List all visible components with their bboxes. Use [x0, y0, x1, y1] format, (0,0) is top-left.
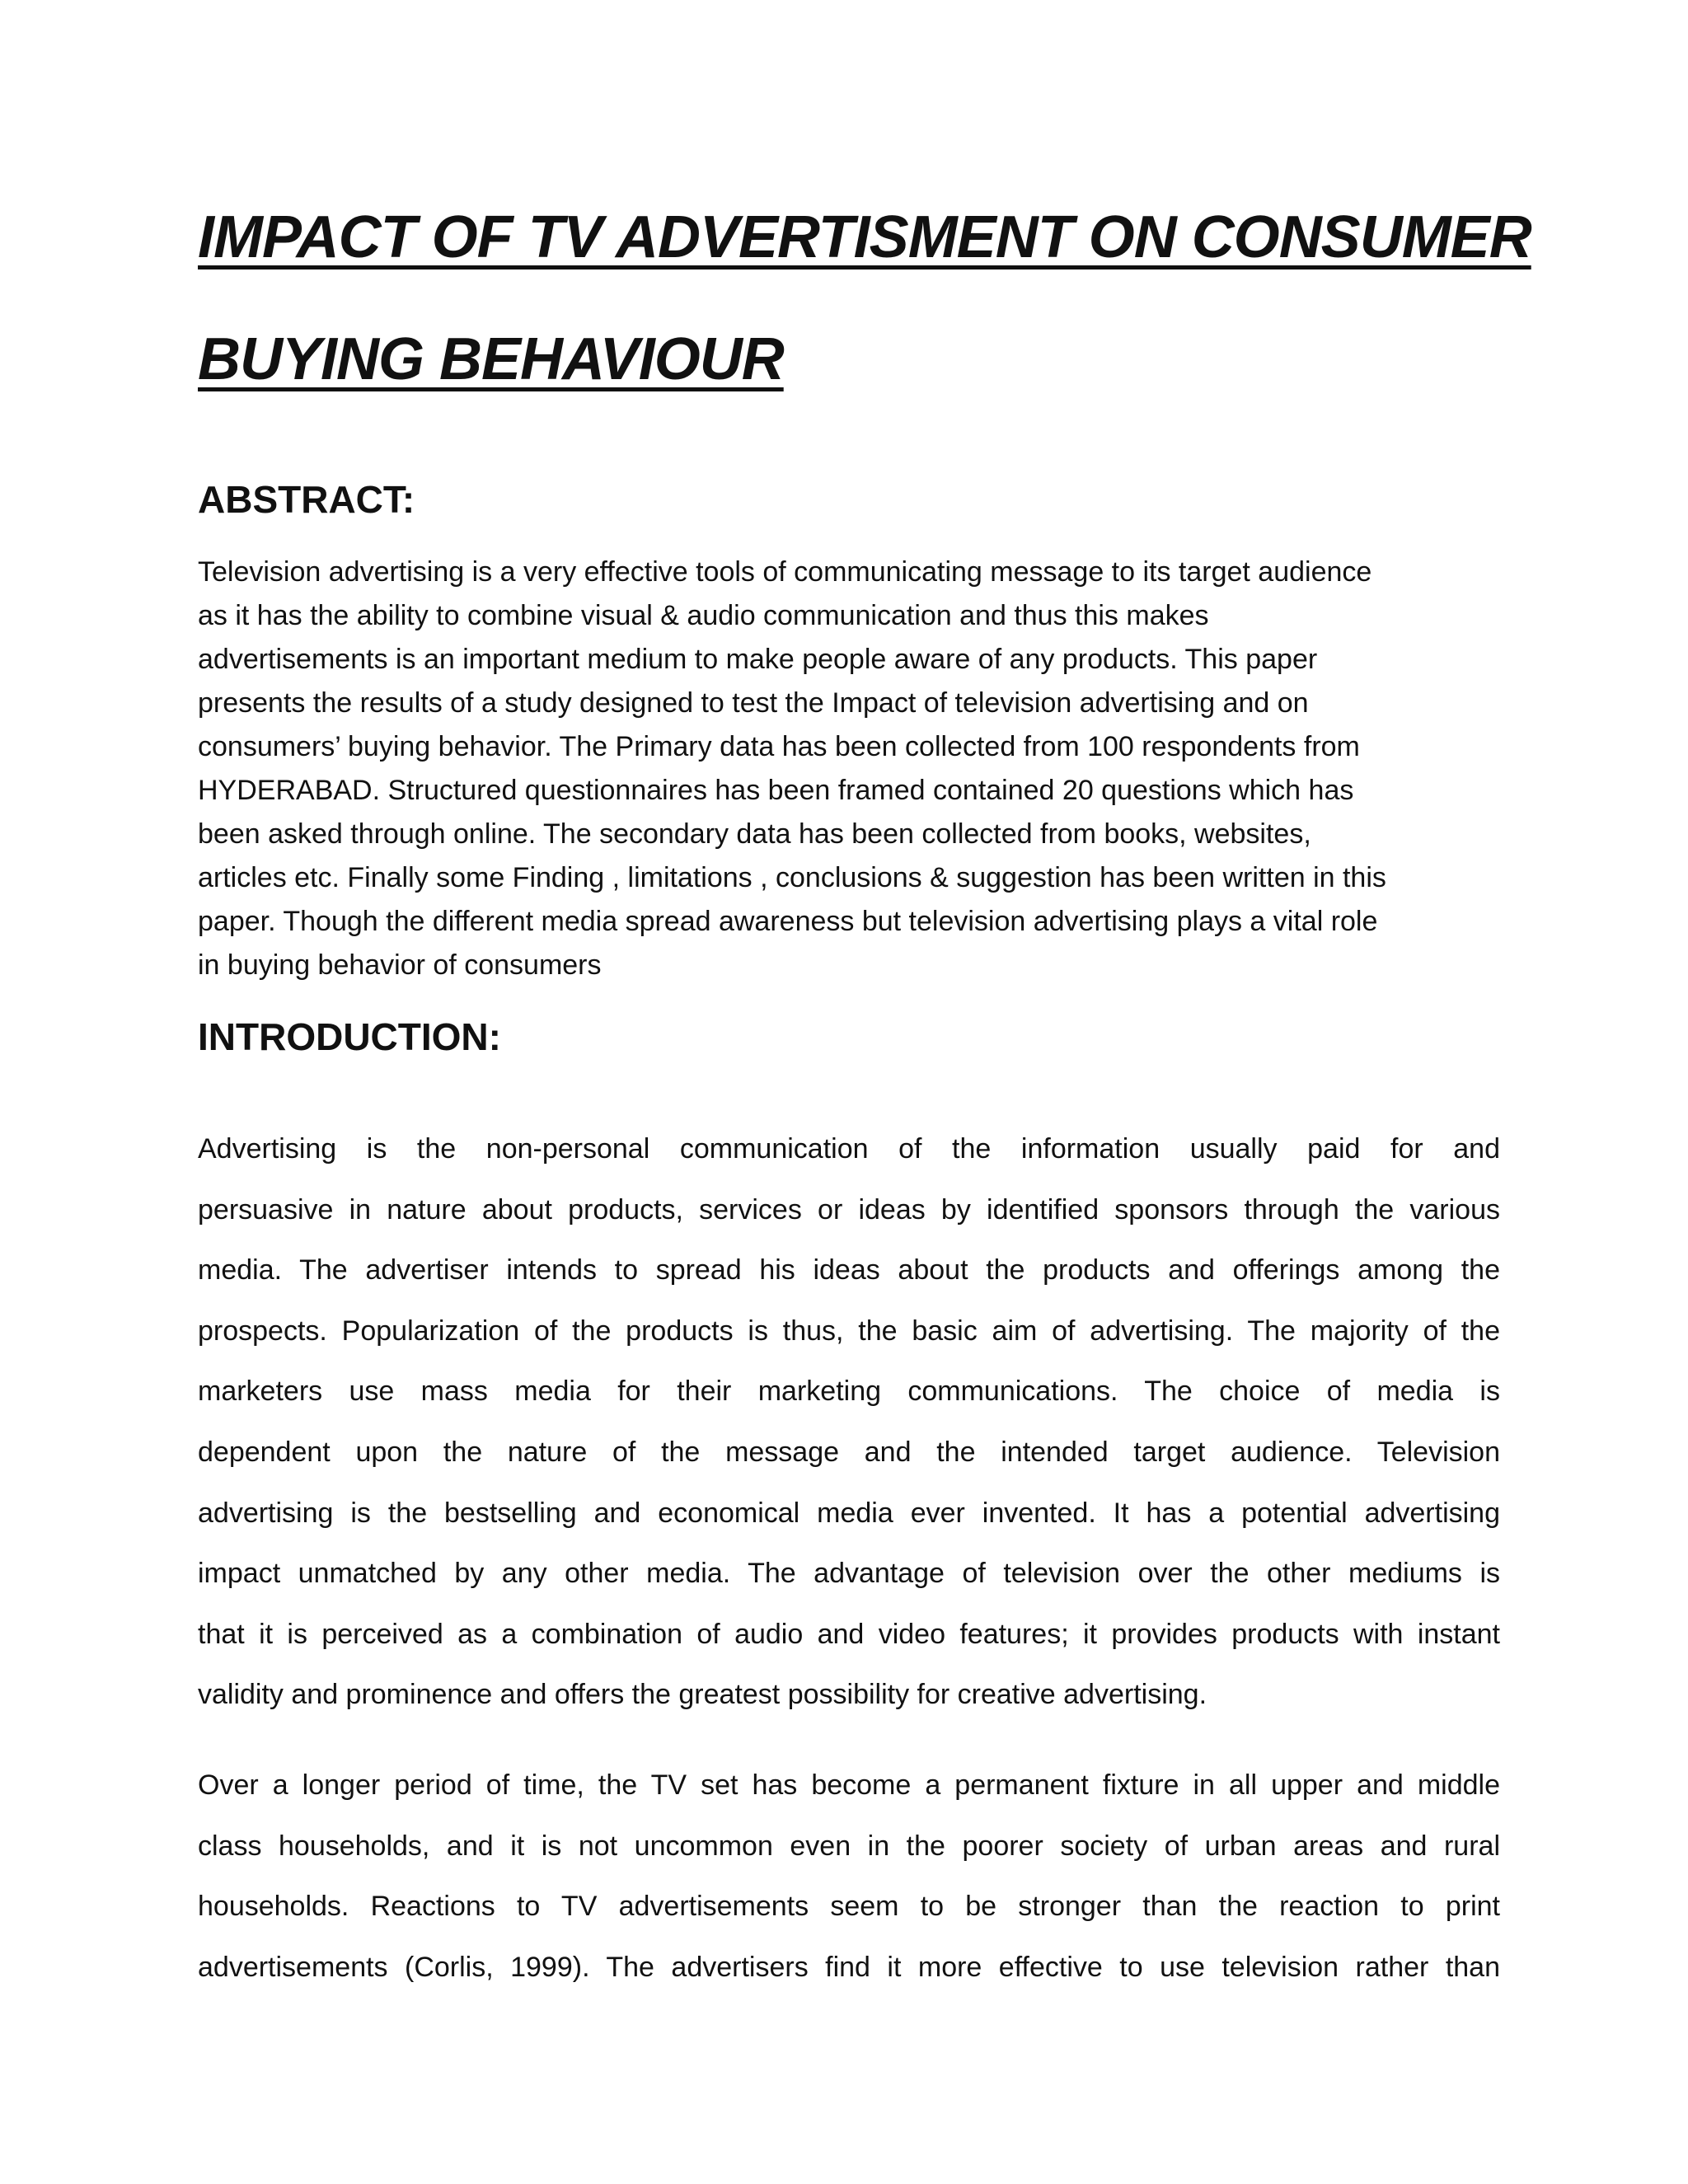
abstract-heading: ABSTRACT: [198, 478, 415, 521]
intro-line: validity and prominence and offers the greatest possibility for creative advertising. [198, 1679, 1207, 1711]
intro-line: Advertising is the non-personal communication of the information usually paid for and [198, 1133, 1500, 1165]
intro-line: advertising is the bestselling and economical media ever invented. It has a potential advertising [198, 1497, 1500, 1529]
intro-line: impact unmatched by any other media. The advantage of television over the other mediums is [198, 1558, 1500, 1590]
abstract-line: advertisements is an important medium to make people aware of any products. This paper [198, 644, 1318, 675]
abstract-line: been asked through online. The secondary data has been collected from books, websites, [198, 818, 1311, 850]
abstract-line: presents the results of a study designed to test the Impact of television advertising and on [198, 687, 1309, 719]
intro-line: households. Reactions to TV advertisements seem to be stronger than the reaction to print [198, 1891, 1500, 1923]
abstract-line: in buying behavior of consumers [198, 949, 602, 981]
intro-line: marketers use mass media for their marketing communications. The choice of media is [198, 1376, 1500, 1408]
introduction-heading: INTRODUCTION: [198, 1015, 501, 1058]
intro-line: persuasive in nature about products, services or ideas by identified sponsors through the various [198, 1193, 1500, 1226]
intro-line: prospects. Popularization of the products is thus, the basic aim of advertising. The majority of the [198, 1315, 1500, 1347]
introduction-paragraph-2 [198, 1755, 1500, 1998]
abstract-line: as it has the ability to combine visual & audio communication and thus this makes [198, 600, 1209, 631]
abstract-line: HYDERABAD. Structured questionnaires has been framed contained 20 questions which has [198, 775, 1354, 806]
paper-title-line-1: IMPACT OF TV ADVERTISMENT ON CONSUMER [198, 204, 1531, 270]
intro-line: Over a longer period of time, the TV set has become a permanent fixture in all upper and middle [198, 1769, 1500, 1801]
intro-line: that it is perceived as a combination of audio and video features; it provides products with instant [198, 1618, 1500, 1650]
abstract-line: consumers’ buying behavior. The Primary data has been collected from 100 respondents from [198, 731, 1360, 762]
abstract-line: Television advertising is a very effective tools of communicating message to its target audience [198, 556, 1372, 588]
intro-line: media. The advertiser intends to spread his ideas about the products and offerings among the [198, 1254, 1500, 1286]
document-page [198, 0, 1531, 2184]
paper-title-line-2: BUYING BEHAVIOUR [198, 326, 784, 392]
abstract-line: articles etc. Finally some Finding , limitations , conclusions & suggestion has been written in this [198, 862, 1386, 893]
intro-line: class households, and it is not uncommon even in the poorer society of urban areas and rural [198, 1830, 1500, 1862]
introduction-paragraph-1 [198, 1119, 1500, 1726]
intro-line: dependent upon the nature of the message and the intended target audience. Television [198, 1436, 1500, 1468]
abstract-line: paper. Though the different media spread awareness but television advertising plays a vital role [198, 906, 1378, 937]
abstract-paragraph [198, 551, 1500, 987]
intro-line: advertisements (Corlis, 1999). The advertisers find it more effective to use television rather than [198, 1951, 1500, 1983]
